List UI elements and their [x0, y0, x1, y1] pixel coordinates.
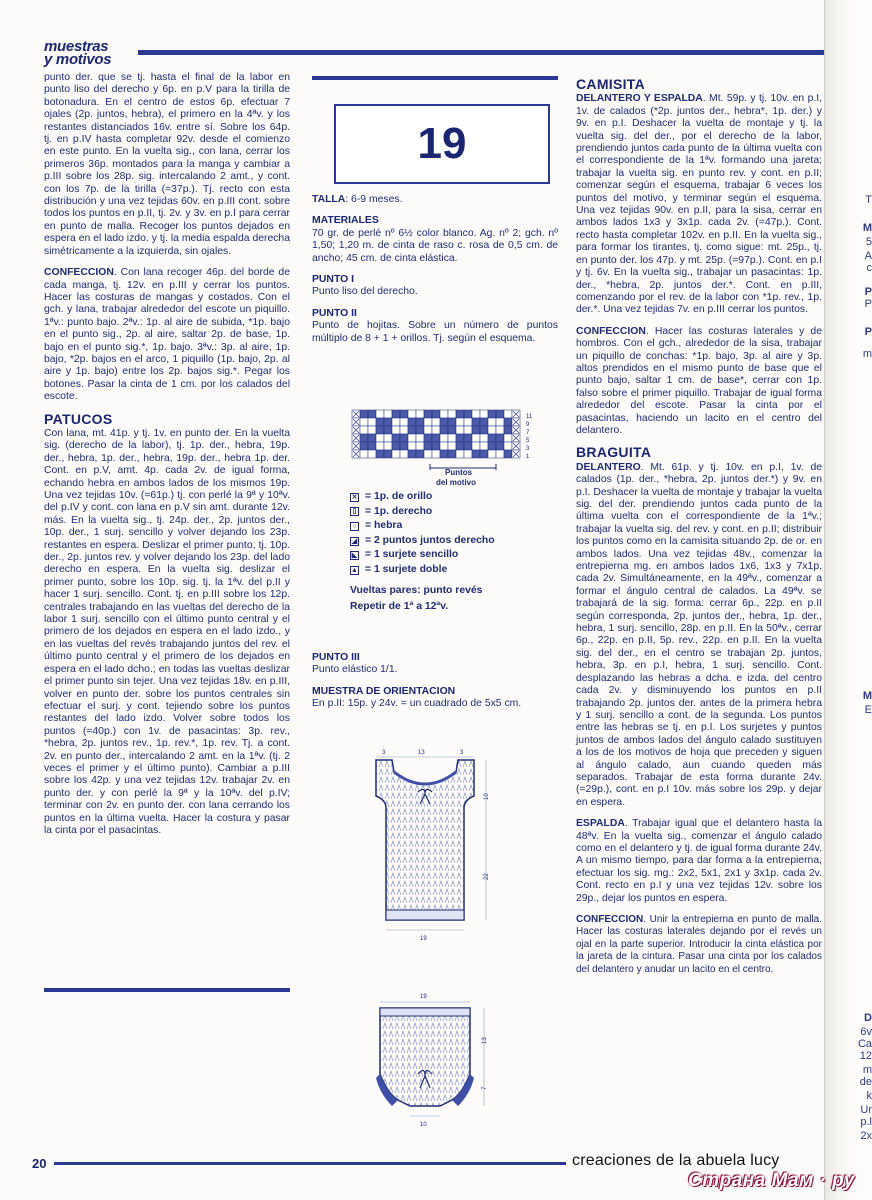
talla-label: TALLA: [312, 194, 346, 205]
chart-cell: [376, 450, 384, 458]
footer-rule: [54, 1162, 566, 1165]
chart-cell: [400, 426, 408, 434]
delantero-espalda-label: DELANTERO Y ESPALDA: [576, 93, 703, 105]
legend-row: [350, 563, 495, 578]
chart-cell: [440, 426, 448, 434]
chart-cell: [432, 418, 440, 426]
chart-cell: [488, 410, 496, 418]
punto2-label: PUNTO II: [312, 307, 357, 319]
chart-cell: [400, 434, 408, 442]
chart-cell: [440, 434, 448, 442]
chart-cell: [368, 418, 376, 426]
chart-row-label: 7: [526, 430, 530, 436]
chart-cell: [504, 442, 512, 450]
chart-cell: [432, 434, 440, 442]
chart-cell: [432, 426, 440, 434]
intro-paragraph: punto der. que se tj. hasta el final de la labor en punto liso del derecho y 6p. en p.V para la tirilla de botonadura. En el centro de estos 6p. efectuar 7 ojales (2p. juntos, hebra), el primero en la 4ªv. y los restantes distanciados 16v. entre sí. Sobre los 64p. tj. en p.IV hasta completar 92v. desde el comienzo en este punto. En la vuelta sig., con lana, cerrar los primeros 36p. montados para la manga y cambiar a p.III sobre los 28p. sig. intercalando 2 amt., y cont. con los 7p. de la tirilla (=37p.). Tj. recto con esta distribución y una vez tejidas 60v. en p.III cont. sobre todos los puntos en p.II, tj. 2v. y 3v. en p.I para cerrar en punto de malla. Recoger los puntos dejados en espera en el lado izdo. y tj. la media espalda derecha simétricamente a la izquierda, sin ojales.: [44, 72, 290, 257]
chart-cell: [456, 434, 464, 442]
chart-cell: [440, 410, 448, 418]
pants-dim-side-lower: 7: [482, 1086, 488, 1090]
chart-cell: [376, 434, 384, 442]
chart-caption-2: del motivo: [436, 478, 477, 487]
column-middle-top: [312, 194, 558, 354]
chart-cell: [480, 410, 488, 418]
legend-text: = 2 puntos juntos derecho: [365, 534, 495, 546]
legend-row: [350, 490, 495, 505]
legend-note-1: Vueltas pares: punto revés: [350, 584, 483, 596]
camisita-confeccion-label: CONFECCION: [576, 325, 646, 337]
ssk-icon: ◣: [351, 552, 358, 560]
dim-bottom: 19: [420, 936, 427, 942]
chart-cell: [504, 434, 512, 442]
chart-cell: [360, 418, 368, 426]
confeccion-paragraph: [44, 267, 290, 403]
edge-fragment: c: [866, 262, 872, 274]
edge-fragment: 2x: [860, 1130, 872, 1142]
yarn-over-icon: ○: [350, 522, 359, 531]
k2tog-icon: ◢: [351, 537, 358, 545]
chart-cell: [392, 450, 400, 458]
knit-stitch-icon: ▯: [350, 507, 359, 516]
chart-cell: [456, 410, 464, 418]
column-left-end-rule: [44, 988, 290, 992]
chart-cell: [424, 434, 432, 442]
chart-cell: [432, 442, 440, 450]
camisita-title: CAMISITA: [576, 76, 646, 92]
chart-cell: [416, 450, 424, 458]
edge-fragment: k: [866, 1090, 872, 1102]
legend-row: [350, 519, 495, 534]
chart-cell: [432, 410, 440, 418]
site-watermark: Страна Мам · ру: [688, 1170, 855, 1191]
camisita-confeccion-text: . Hacer las costuras laterales y de hombros. Con el gch., alrededor de la sisa, trabajar un piquillo de conchas: *1p. bajo, 3p. al aire y 3p. altos prendidos en el mismo punto de base que el punto bajo, saltar 1 cm. de base*, cerrar con 1p. falso sobre el primer piquillo. Trabajar de igual forma alrededor del escote. Pasar la cinta por el pasacintas, haciendo un lacito en el centro del delantero.: [576, 325, 822, 436]
legend-row: [350, 534, 495, 549]
chart-cell: [408, 410, 416, 418]
chart-cell: [376, 410, 384, 418]
chart-cell: [472, 434, 480, 442]
edge-fragment: D: [864, 1012, 872, 1024]
header-rule: [138, 50, 824, 55]
chart-cell: [432, 450, 440, 458]
chart-cell: [368, 442, 376, 450]
column-middle-top-rule: [312, 76, 558, 80]
chart-cell: [384, 442, 392, 450]
dim-side-upper: 10: [484, 793, 490, 800]
edge-fragment: E: [864, 704, 872, 716]
dim-top-left: 3: [382, 750, 386, 756]
pants-dim-side-upper: 13: [482, 1037, 488, 1044]
braguita-confeccion-label: CONFECCION: [576, 914, 644, 925]
edge-fragment: m: [862, 348, 872, 360]
chart-cell: [408, 434, 416, 442]
chart-cell: [472, 410, 480, 418]
chart-cell: [368, 410, 376, 418]
pants-dim-bottom: 10: [420, 1122, 427, 1128]
legend-note-2: Repetir de 1ª a 12ªv.: [350, 601, 449, 613]
edge-fragment: 12: [859, 1050, 872, 1062]
chart-cell: [480, 434, 488, 442]
chart-cell: [504, 410, 512, 418]
edge-fragment: de: [859, 1076, 872, 1088]
chart-cell: [416, 418, 424, 426]
chart-cell: [424, 450, 432, 458]
chart-cell: [360, 434, 368, 442]
braguita-title: BRAGUITA: [576, 444, 652, 461]
chart-cell: [384, 434, 392, 442]
chart-cell: [392, 410, 400, 418]
footer-credit: creaciones de la abuela lucy: [572, 1152, 780, 1169]
chart-cell: [480, 442, 488, 450]
legend-text: = 1p. de orillo: [365, 491, 433, 502]
chart-cell: [368, 426, 376, 434]
chart-cell: [392, 418, 400, 426]
chart-row-label: 1: [526, 454, 530, 460]
delantero-espalda-text: . Mt. 59p. y tj. 10v. en p.I, 1v. de calados (*2p. juntos der., hebra*, 1p. der.) y 9v. en p.I. Deshacer la vuelta de montaje y tj. la vuelta sig. del der., por el derecho de la labor, prendiendo juntos cada punto de la última vuelta con el correspondiente de la 1ªv. formando una jareta; trabajar la vuelta sig. en punto rev. y cont. en p.II; comenzar según el esquema, trabajar 6 veces los puntos del motivo, y terminar según el esquema. Una vez tejidas 90v. en p.II, para la sisa, cerrar en ambos lados 1x3 y 3x1p. cada 2v. (=47p.). Cont. recto hasta completar 102v. en p.II. En la vuelta sig., para formar los tirantes, tj. como sigue: mt. 25p., tj. en punto der. los 47p. y mt. 25p. (=97p.). Cont. en p.I y tj. 6v. En la vuelta sig., trabajar un pasacintas: 1p. der., *hebra, 2p. juntos der.*. Cont. en p.III, comenzando por el rev. de la labor con *1p. rev., 1p. der.*. Una vez tejidas 7v. en p.III cerrar los puntos.: [576, 93, 823, 316]
camisita-confeccion-paragraph: [576, 326, 822, 438]
muestra-label: MUESTRA DE ORIENTACION: [312, 685, 456, 697]
pants-dim-top: 19: [420, 994, 427, 1000]
chart-cell: [480, 426, 488, 434]
chart-cell: [456, 418, 464, 426]
pattern-number-box: [334, 104, 550, 184]
chart-cell: [480, 450, 488, 458]
braguita-delantero-text: . Mt. 61p. y tj. 10v. en p.I, 1v. de calados (1p. der., *hebra, 2p. juntos der.*) y 9v. en p.I. Deshacer la vuelta de montaje y trabajar la vuelta sig. del der. prendiendo juntos cada punto de la última vuelta con el correspondiente de la 1ªv.; trabajar la vuelta sig. del rev. y cont. en p.II; distribuir los puntos como en la camisita situando 2p. de or. en ambos lados. Una vez tejidas 48v., comenzar la entrepierna mg. en ambos lados 1x6, 1x3 y 7x1p. cada 2v. Simultáneamente, en la 49ªv., comenzar a formar el ángulo central de calados. La 49ªv. se trabajará de la sig. forma: cerrar 6p., 22p. en p.II según corresponda, 2p. juntos der., hebra, 1p. der., hebra, 1 surj. sencillo, 28p. en p.II. En la 50ªv., cerrar 6p., 22p. en p.II, 5p. rev., 22p. en p.II. En la vuelta sig. del der., en el centro se trabajan 2p. juntos, hebra, 3p. en p.I, hebra, 1 surj. sencillo. Cont. desplazando las hebras a dcha. e izda. del centro cada 2v. y disminuyendo los puntos en p.II trabajando 2p. juntos der. antes de la primera hebra y 1 surj. sencillo a cont. de la segunda. Los puntos entre las hebras se tj. en p.I. Los surjetes y puntos juntos de ambos lados del ángulo calado sustituyen a los de los motivos de hoja que preceden y siguen al ángulo calado, aun cuando queden más separados. Trabajar de esta forma durante 24v. (=29p.), cont. en p.I 10v. más sobre los 29p. y dejar en espera.: [576, 461, 822, 808]
chart-cell: [392, 442, 400, 450]
stitch-chart-grid: [352, 410, 520, 458]
chart-cell: [456, 442, 464, 450]
chart-cell: [464, 418, 472, 426]
edge-fragment: M: [862, 222, 872, 234]
edge-fragment: Ca: [857, 1038, 872, 1050]
chart-cell: [464, 426, 472, 434]
pants-body: [380, 1008, 470, 1106]
stitch-legend: [350, 490, 495, 615]
edge-fragment: P: [864, 326, 872, 338]
chart-cell: [464, 450, 472, 458]
chart-cell: [408, 426, 416, 434]
edge-stitch-icon: ✕: [351, 493, 358, 501]
patucos-title: PATUCOS: [44, 410, 113, 427]
chart-cell: [488, 450, 496, 458]
column-left: [44, 72, 290, 846]
chart-cell: [400, 410, 408, 418]
chart-cell: [472, 442, 480, 450]
chart-cell: [360, 426, 368, 434]
chart-cell: [424, 418, 432, 426]
chart-cell: [360, 450, 368, 458]
chart-cell: [488, 434, 496, 442]
brand-line-2: y motivos: [44, 51, 112, 68]
chart-cell: [384, 426, 392, 434]
chart-cell: [400, 450, 408, 458]
chart-cell: [440, 450, 448, 458]
chart-cell: [472, 426, 480, 434]
punto2-text: Punto de hojitas. Sobre un número de puntos múltiplo de 8 + 1 + orillos. Tj. según el esquema.: [312, 320, 558, 344]
confeccion-label: CONFECCION: [44, 267, 114, 279]
chart-row-label: 3: [526, 446, 530, 452]
chart-cell: [376, 418, 384, 426]
pattern-number: 19: [417, 119, 467, 168]
chart-cell: [448, 418, 456, 426]
chart-cell: [448, 442, 456, 450]
chart-cell: [392, 426, 400, 434]
edge-fragment: 5: [865, 236, 872, 248]
talla-line: [312, 194, 558, 206]
chart-row-label: 5: [526, 438, 530, 444]
chart-cell: [464, 434, 472, 442]
chart-cell: [496, 434, 504, 442]
column-right: [576, 72, 822, 985]
chart-cell: [504, 426, 512, 434]
edge-fragment: p.l: [860, 1116, 872, 1128]
legend-text: = 1 surjete sencillo: [365, 549, 459, 561]
chart-cell: [448, 426, 456, 434]
edge-fragment: M: [862, 690, 872, 702]
chart-cell: [496, 410, 504, 418]
chart-cell: [392, 434, 400, 442]
brand-line-1: muestras: [44, 38, 109, 55]
chart-cell: [416, 434, 424, 442]
legend-text: = 1p. derecho: [365, 505, 433, 517]
chart-cell: [496, 442, 504, 450]
double-decrease-icon: ▲: [351, 566, 358, 574]
chart-cell: [504, 418, 512, 426]
chart-cell: [448, 450, 456, 458]
chart-cell: [416, 410, 424, 418]
chart-cell: [464, 410, 472, 418]
edge-fragment: A: [864, 250, 872, 262]
chart-cell: [408, 442, 416, 450]
stitch-chart: [350, 408, 550, 488]
magazine-brand: [44, 40, 111, 66]
chart-cell: [384, 410, 392, 418]
edge-fragment: P: [864, 298, 872, 310]
braguita-confeccion-paragraph: [576, 914, 822, 976]
dim-side-lower: 22: [484, 873, 490, 880]
punto3-text: Punto elástico 1/1.: [312, 664, 398, 676]
vest-rib-band: [386, 910, 464, 920]
edge-fragment: P: [864, 286, 872, 298]
materiales-text: 70 gr. de perlé nº 6½ color blanco. Ag. nº 2; gch. nº 1,50; 1,20 m. de cinta de raso c. rosa de 0,5 cm. de ancho; 45 cm. de cinta elástica.: [312, 227, 558, 264]
chart-cell: [400, 418, 408, 426]
espalda-paragraph: [576, 818, 822, 905]
chart-row-label: 11: [526, 414, 533, 420]
chart-cell: [456, 426, 464, 434]
edge-fragment: T: [865, 194, 872, 206]
vest-schematic: [360, 744, 510, 962]
chart-cell: [448, 434, 456, 442]
legend-text: = 1 surjete doble: [365, 563, 448, 575]
legend-row: [350, 548, 495, 563]
legend-text: = hebra: [365, 520, 403, 532]
punto1-text: Punto liso del derecho.: [312, 286, 418, 298]
edge-fragment: 6v: [860, 1026, 872, 1038]
chart-cell: [488, 426, 496, 434]
muestra-text: En p.II: 15p. y 24v. = un cuadrado de 5x5 cm.: [312, 698, 522, 710]
chart-cell: [400, 442, 408, 450]
chart-cell: [360, 410, 368, 418]
chart-caption-1: Puntos: [445, 468, 473, 477]
espalda-text: . Trabajar igual que el delantero hasta la 48ªv. En la vuelta sig., comenzar el ángulo calado como en el delantero y tj. de igual forma durante 24v. A un mismo tiempo, para dar forma a la entrepierna, efectuar los sig. mg.: 2x2, 5x1, 2x1 y 3x1p. cada 2v. Cont. recto en p.I y una vez tejidas 12v. sobre los 29p., dejar los puntos en espera.: [576, 818, 822, 904]
chart-cell: [416, 442, 424, 450]
dim-top-mid: 13: [418, 750, 425, 756]
chart-cell: [456, 450, 464, 458]
punto1-label: PUNTO I: [312, 274, 354, 286]
braguita-delantero-paragraph: [576, 462, 822, 809]
chart-cell: [424, 442, 432, 450]
delantero-espalda-paragraph: [576, 93, 822, 316]
chart-cell: [488, 442, 496, 450]
patucos-paragraph: Con lana, mt. 41p. y tj. 1v. en punto der. En la vuelta sig. (derecho de la labor), tj. 1p. der., hebra, 19p. der., hebra, 1p. der., hebra, 19p. der., hebra 1p. der. Cont. en p.V, amt. 4p. cada 2v. de igual forma, echando hebra en ambos lados de los mismos 19p. Una vez tejidas 10v. (=61p.) tj. con perlé la 9ª y 10ªv. del p.IV y cont. con lana en p.V sin amt. durante 12v. más. En la vuelta sig., tj. 24p. der., 2p. juntos der., 10p. der., 1 surj. sencillo y volver dejando los 23p. restantes en espera. Deslizar el primer punto, tj. 10p. der., 2p. juntos rev. y volver dejando los 23p. del lado derecho en espera. En la vuelta sig. deslizar el primer punto, sobre los 10p. sig. tj. la 1ªv. del p.II y hacer 1 surj. sencillo. Cont. tj. en p.III sobre los 12p. centrales trabajando en las vueltas del derecho de la labor 1 surj. sencillo con el último punto central y el primero de los dejados en espera en el lado izdo., y en las vueltas del revés trabajando juntos del rev. el último punto central y el primero de los dejados en espera en el lado dcho.; en todas las vueltas deslizar el primer punto sin tejer. Una vez tejidas 18v. en p.III, volver en punto der. sobre los puntos centrales sin efectuar el surj. y cont. tejiendo sobre los puntos restantes del lado izdo. Volver sobre todos los puntos (=40p.) con 1v. de pasacintas: 3p. rev., *hebra, 2p. juntos rev., 1p. rev.*, 1p. rev. Tj. a cont. 2v. en punto der., intercalando 2 amt. en la 1ªv. (tj. 2 veces el primer y el último punto). Cambiar a p.III sobre los 42p. y una vez tejidas 12v. trabajar 2v. en punto der. y con perlé la 9ª y la 10ªv. del p.IV; terminar con 2v. en punto der. con lana cerrando los puntos en la última vuelta. Hacer la costura y pasar la cinta por el pasacintas.: [44, 427, 290, 836]
talla-value: : 6-9 meses.: [345, 194, 403, 205]
legend-row: [350, 505, 495, 520]
chart-cell: [496, 426, 504, 434]
chart-cell: [368, 450, 376, 458]
chart-cell: [360, 442, 368, 450]
chart-cell: [368, 434, 376, 442]
chart-cell: [488, 418, 496, 426]
chart-cell: [376, 442, 384, 450]
chart-cell: [496, 450, 504, 458]
chart-cell: [440, 418, 448, 426]
chart-cell: [440, 442, 448, 450]
chart-row-label: 9: [526, 422, 530, 428]
edge-fragment: Ur: [860, 1104, 872, 1116]
chart-cell: [496, 418, 504, 426]
braguita-confeccion-text: . Unir la entrepierna en punto de malla. Hacer las costuras laterales dejando por el revés un ojal en la parte superior. Introducir la cinta elástica por la jareta de la cintura. Pasar una cinta por los calados del delantero y anudar un lacito en el centro.: [576, 914, 822, 975]
chart-cell: [376, 426, 384, 434]
chart-cell: [408, 450, 416, 458]
confeccion-text: . Con lana recoger 46p. del borde de cada manga, tj. 12v. en p.III y cerrar los puntos. Hacer las costuras de mangas y costados. Con el gch. y lana, trabajar alrededor del escote un piquillo. 1ªv.: punto bajo. 2ªv.: 1p. al aire de subida, *1p. bajo en el punto sig., 2p. al aire, saltar 2p. de base, 1p. bajo en el punto sig.*, 1p. bajo. 3ªv.: 3p. al aire, 1p. bajo, *2p. bajos en el arco, 1 piquillo (1p. bajo, 2p. al aire y 1p. bajo) entre los 2p. bajos sig.*. Pegar los botones. Pasar la cinta de 1 cm. por los calados del escote.: [44, 267, 290, 403]
chart-cell: [424, 410, 432, 418]
chart-cell: [464, 442, 472, 450]
pants-waistband: [380, 1008, 470, 1016]
chart-cell: [472, 450, 480, 458]
chart-cell: [448, 410, 456, 418]
page-number: 20: [32, 1156, 47, 1171]
chart-cell: [424, 426, 432, 434]
chart-cell: [408, 418, 416, 426]
braguita-delantero-label: DELANTERO: [576, 461, 641, 473]
chart-cell: [504, 450, 512, 458]
column-middle-bottom: [312, 646, 558, 720]
espalda-label: ESPALDA: [576, 818, 625, 830]
chart-cell: [416, 426, 424, 434]
chart-cell: [384, 450, 392, 458]
chart-cell: [480, 418, 488, 426]
chart-cell: [472, 418, 480, 426]
chart-cell: [384, 418, 392, 426]
punto3-label: PUNTO III: [312, 652, 360, 663]
pants-schematic: [364, 990, 514, 1130]
dim-top-right: 3: [460, 750, 464, 756]
materiales-label: MATERIALES: [312, 215, 379, 227]
edge-fragment: m: [862, 1064, 872, 1076]
